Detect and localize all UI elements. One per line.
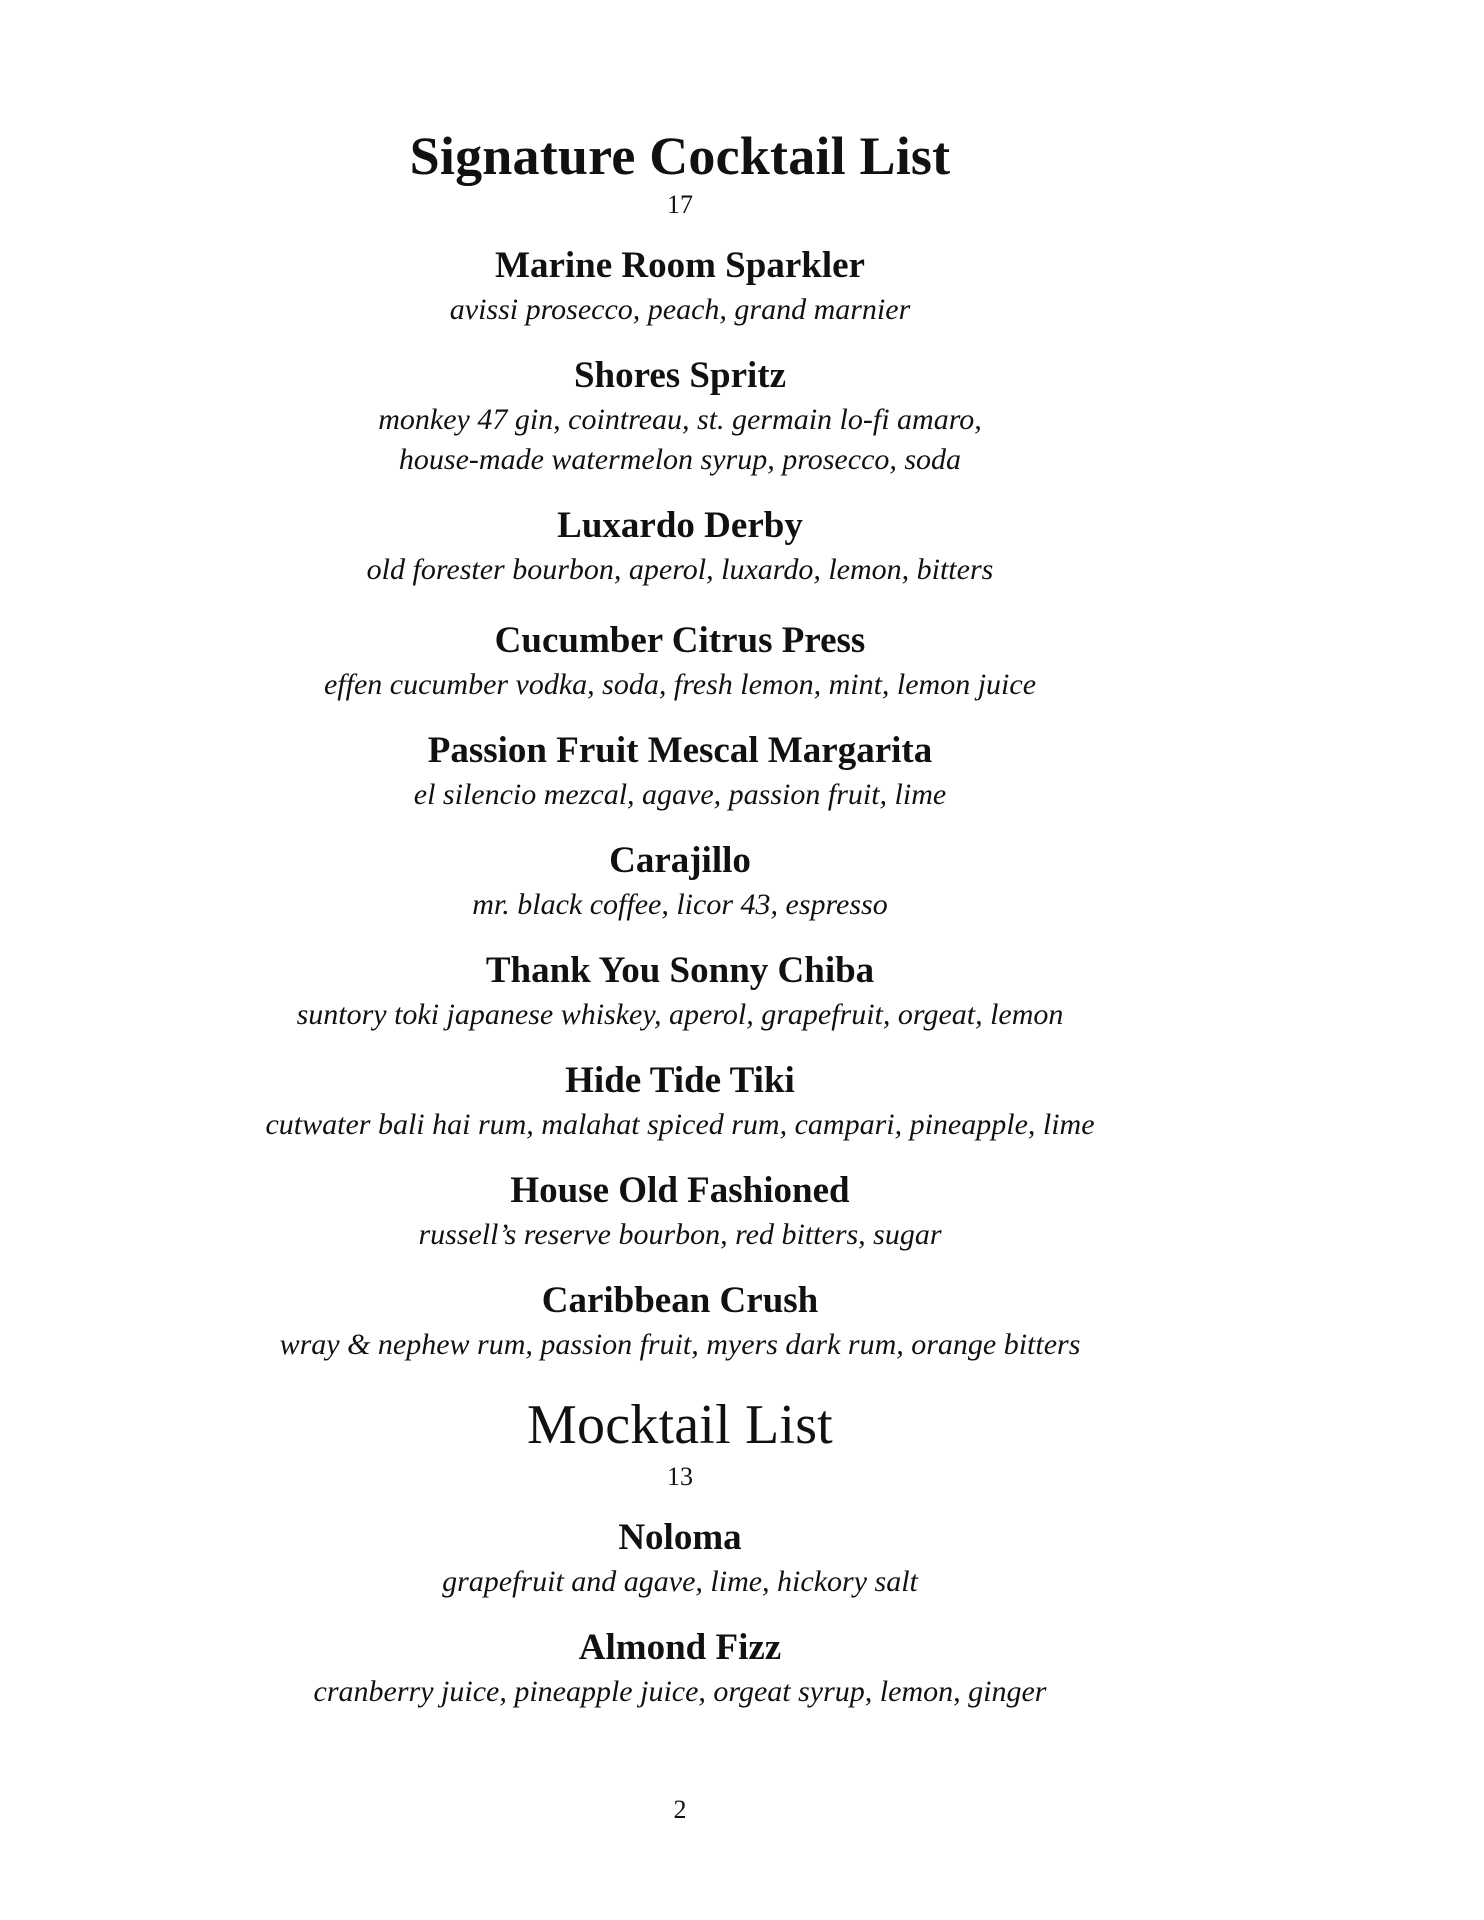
menu-item-description: monkey 47 gin, cointreau, st. germain lo-fi amaro,: [378, 403, 982, 436]
menu-item-description: wray & nephew rum, passion fruit, myers dark rum, orange bitters: [279, 1328, 1081, 1361]
menu-item-description: suntory toki japanese whiskey, aperol, grapefruit, orgeat, lemon: [296, 998, 1064, 1031]
menu-item-description: cranberry juice, pineapple juice, orgeat syrup, lemon, ginger: [313, 1675, 1047, 1708]
menu-item-name: Noloma: [618, 1517, 742, 1558]
mocktail-section-title: Mocktail List: [527, 1394, 833, 1456]
menu-item-name: Hide Tide Tiki: [565, 1060, 795, 1101]
signature-price: 17: [667, 190, 693, 219]
menu-item-description: mr. black coffee, licor 43, espresso: [472, 888, 888, 921]
menu-item-name: Almond Fizz: [578, 1627, 782, 1668]
menu-item-description: avissi prosecco, peach, grand marnier: [449, 293, 911, 326]
mocktail-price: 13: [667, 1462, 693, 1491]
menu-item-name: House Old Fashioned: [510, 1170, 850, 1211]
menu-item-name: Carajillo: [609, 840, 751, 881]
page-number: 2: [673, 1795, 687, 1824]
menu-item-name: Shores Spritz: [573, 355, 787, 396]
menu-item-name: Passion Fruit Mescal Margarita: [427, 730, 933, 771]
menu-item-name: Cucumber Citrus Press: [494, 620, 866, 661]
signature-section-title: Signature Cocktail List: [409, 126, 951, 186]
menu-item-description: russell’s reserve bourbon, red bitters, sugar: [418, 1218, 942, 1251]
menu-item-name: Luxardo Derby: [557, 505, 803, 546]
menu-item-description: grapefruit and agave, lime, hickory salt: [442, 1565, 918, 1598]
menu-item-description: cutwater bali hai rum, malahat spiced rum, campari, pineapple, lime: [265, 1108, 1095, 1141]
menu-item-description: house-made watermelon syrup, prosecco, soda: [398, 443, 962, 476]
menu-item-description: el silencio mezcal, agave, passion fruit, lime: [413, 778, 947, 811]
menu-item-name: Thank You Sonny Chiba: [485, 950, 875, 991]
menu-item-description: effen cucumber vodka, soda, fresh lemon, mint, lemon juice: [323, 668, 1037, 701]
menu-item-description: old forester bourbon, aperol, luxardo, lemon, bitters: [366, 553, 994, 586]
menu-item-name: Marine Room Sparkler: [495, 245, 865, 286]
menu-item-name: Caribbean Crush: [541, 1280, 819, 1321]
